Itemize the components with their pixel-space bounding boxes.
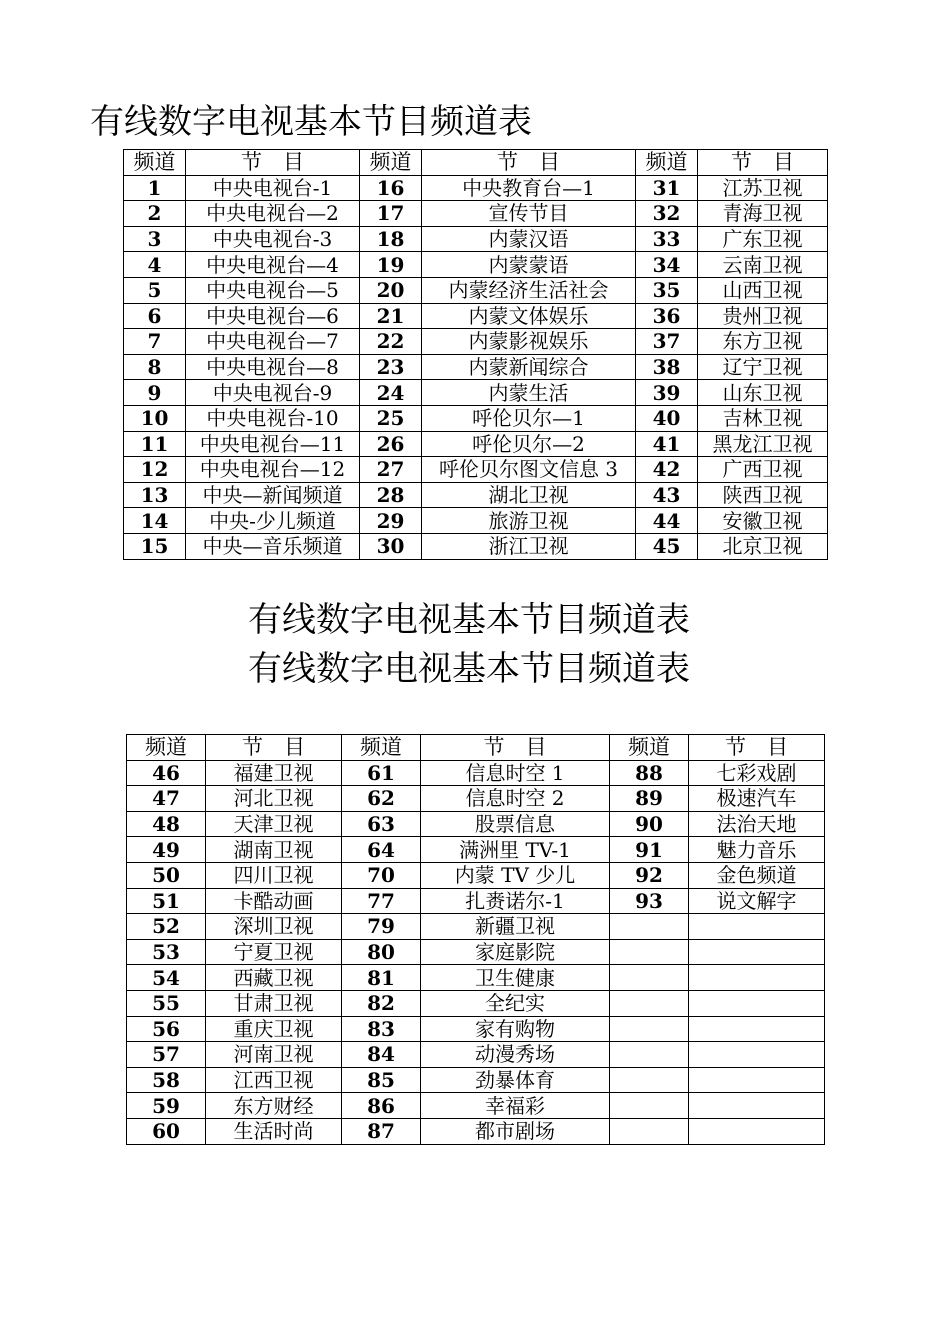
channel-number-cell: 10 <box>124 405 186 431</box>
channel-number-cell: 14 <box>124 508 186 534</box>
program-name-cell: 天津卫视 <box>206 811 342 837</box>
program-name-cell: 家有购物 <box>421 1016 610 1042</box>
program-name-cell: 西藏卫视 <box>206 965 342 991</box>
channel-number-cell: 18 <box>360 226 422 252</box>
program-name-cell <box>689 965 825 991</box>
page-title: 有线数字电视基本节目频道表 <box>90 102 532 142</box>
table-row <box>127 1042 825 1068</box>
channel-number-cell: 35 <box>636 277 698 303</box>
channel-number-cell: 44 <box>636 508 698 534</box>
column-header-program: 节 目 <box>689 735 825 761</box>
program-name-cell: 中央电视台-1 <box>186 175 360 201</box>
program-name-cell <box>689 1016 825 1042</box>
channel-number-cell: 27 <box>360 457 422 483</box>
program-name-cell: 深圳卫视 <box>206 914 342 940</box>
channel-number-cell: 29 <box>360 508 422 534</box>
program-name-cell <box>689 914 825 940</box>
program-name-cell: 云南卫视 <box>698 252 828 278</box>
program-name-cell <box>689 990 825 1016</box>
channel-number-cell: 11 <box>124 431 186 457</box>
table-row <box>127 939 825 965</box>
table-row <box>124 380 828 406</box>
program-name-cell: 陕西卫视 <box>698 482 828 508</box>
channel-number-cell: 82 <box>342 990 421 1016</box>
program-name-cell: 山西卫视 <box>698 277 828 303</box>
channel-number-cell: 62 <box>342 786 421 812</box>
program-name-cell: 甘肃卫视 <box>206 990 342 1016</box>
channel-number-cell <box>610 965 689 991</box>
channel-number-cell: 8 <box>124 354 186 380</box>
table-row <box>127 990 825 1016</box>
program-name-cell <box>689 1042 825 1068</box>
program-name-cell: 呼伦贝尔—2 <box>422 431 636 457</box>
channel-number-cell: 13 <box>124 482 186 508</box>
program-name-cell: 说文解字 <box>689 888 825 914</box>
channel-number-cell: 58 <box>127 1067 206 1093</box>
program-name-cell: 中央教育台—1 <box>422 175 636 201</box>
channel-number-cell: 43 <box>636 482 698 508</box>
program-name-cell: 内蒙蒙语 <box>422 252 636 278</box>
channel-number-cell: 2 <box>124 201 186 227</box>
column-header-program: 节 目 <box>206 735 342 761</box>
program-name-cell: 生活时尚 <box>206 1118 342 1144</box>
program-name-cell: 中央电视台-10 <box>186 405 360 431</box>
program-name-cell: 内蒙文体娱乐 <box>422 303 636 329</box>
program-name-cell: 内蒙经济生活社会 <box>422 277 636 303</box>
channel-number-cell: 87 <box>342 1118 421 1144</box>
program-name-cell: 吉林卫视 <box>698 405 828 431</box>
channel-number-cell: 17 <box>360 201 422 227</box>
channel-number-cell: 15 <box>124 533 186 559</box>
program-name-cell: 劲暴体育 <box>421 1067 610 1093</box>
channel-number-cell: 16 <box>360 175 422 201</box>
table-row <box>124 252 828 278</box>
channel-number-cell: 91 <box>610 837 689 863</box>
column-header-channel: 频道 <box>124 150 186 176</box>
program-name-cell: 家庭影院 <box>421 939 610 965</box>
channel-number-cell: 79 <box>342 914 421 940</box>
channel-number-cell <box>610 914 689 940</box>
channel-number-cell: 92 <box>610 862 689 888</box>
program-name-cell: 金色频道 <box>689 862 825 888</box>
table-row <box>124 175 828 201</box>
channel-number-cell: 22 <box>360 329 422 355</box>
column-header-program: 节 目 <box>422 150 636 176</box>
channel-table-1 <box>123 149 828 560</box>
program-name-cell: 安徽卫视 <box>698 508 828 534</box>
program-name-cell: 重庆卫视 <box>206 1016 342 1042</box>
program-name-cell: 中央电视台—12 <box>186 457 360 483</box>
program-name-cell: 都市剧场 <box>421 1118 610 1144</box>
channel-number-cell: 40 <box>636 405 698 431</box>
channel-number-cell: 89 <box>610 786 689 812</box>
channel-number-cell: 21 <box>360 303 422 329</box>
channel-number-cell: 1 <box>124 175 186 201</box>
channel-number-cell: 50 <box>127 862 206 888</box>
channel-number-cell <box>610 1118 689 1144</box>
channel-number-cell: 45 <box>636 533 698 559</box>
table-row <box>124 508 828 534</box>
program-name-cell: 河南卫视 <box>206 1042 342 1068</box>
program-name-cell: 浙江卫视 <box>422 533 636 559</box>
channel-number-cell: 39 <box>636 380 698 406</box>
channel-number-cell: 4 <box>124 252 186 278</box>
column-header-channel: 频道 <box>610 735 689 761</box>
program-name-cell: 中央—音乐频道 <box>186 533 360 559</box>
channel-number-cell: 46 <box>127 760 206 786</box>
channel-number-cell: 20 <box>360 277 422 303</box>
channel-number-cell: 48 <box>127 811 206 837</box>
channel-number-cell: 57 <box>127 1042 206 1068</box>
table-row <box>124 431 828 457</box>
channel-number-cell <box>610 1042 689 1068</box>
channel-number-cell <box>610 1093 689 1119</box>
column-header-channel: 频道 <box>127 735 206 761</box>
program-name-cell: 内蒙生活 <box>422 380 636 406</box>
channel-number-cell: 61 <box>342 760 421 786</box>
channel-number-cell: 80 <box>342 939 421 965</box>
table-row <box>127 1016 825 1042</box>
program-name-cell: 满洲里 TV-1 <box>421 837 610 863</box>
program-name-cell: 宁夏卫视 <box>206 939 342 965</box>
channel-number-cell: 77 <box>342 888 421 914</box>
program-name-cell: 东方卫视 <box>698 329 828 355</box>
program-name-cell: 中央电视台-3 <box>186 226 360 252</box>
table-row <box>127 1118 825 1144</box>
table-row <box>124 533 828 559</box>
program-name-cell: 中央电视台—7 <box>186 329 360 355</box>
table-row <box>124 226 828 252</box>
column-header-program: 节 目 <box>186 150 360 176</box>
program-name-cell: 中央电视台—8 <box>186 354 360 380</box>
table-row <box>127 862 825 888</box>
channel-number-cell: 53 <box>127 939 206 965</box>
table-row <box>127 965 825 991</box>
channel-number-cell: 49 <box>127 837 206 863</box>
channel-number-cell: 84 <box>342 1042 421 1068</box>
table-row <box>127 914 825 940</box>
channel-number-cell: 54 <box>127 965 206 991</box>
channel-number-cell: 26 <box>360 431 422 457</box>
program-name-cell: 东方财经 <box>206 1093 342 1119</box>
program-name-cell: 福建卫视 <box>206 760 342 786</box>
table-row <box>127 811 825 837</box>
program-name-cell: 内蒙新闻综合 <box>422 354 636 380</box>
program-name-cell: 黑龙江卫视 <box>698 431 828 457</box>
channel-number-cell: 70 <box>342 862 421 888</box>
channel-number-cell: 28 <box>360 482 422 508</box>
program-name-cell: 法治天地 <box>689 811 825 837</box>
channel-number-cell: 52 <box>127 914 206 940</box>
table-header-row <box>124 150 828 176</box>
column-header-program: 节 目 <box>698 150 828 176</box>
program-name-cell: 信息时空 2 <box>421 786 610 812</box>
channel-number-cell: 83 <box>342 1016 421 1042</box>
channel-number-cell: 34 <box>636 252 698 278</box>
table-header-row <box>127 735 825 761</box>
channel-number-cell: 5 <box>124 277 186 303</box>
table-row <box>127 760 825 786</box>
channel-number-cell: 30 <box>360 533 422 559</box>
table-row <box>127 837 825 863</box>
program-name-cell: 中央-少儿频道 <box>186 508 360 534</box>
section-title-repeat: 有线数字电视基本节目频道表 <box>248 649 690 689</box>
program-name-cell: 中央电视台—11 <box>186 431 360 457</box>
channel-number-cell: 81 <box>342 965 421 991</box>
table-row <box>127 1093 825 1119</box>
program-name-cell: 湖南卫视 <box>206 837 342 863</box>
channel-number-cell: 38 <box>636 354 698 380</box>
program-name-cell <box>689 939 825 965</box>
table-row <box>124 277 828 303</box>
channel-number-cell: 86 <box>342 1093 421 1119</box>
program-name-cell: 内蒙 TV 少儿 <box>421 862 610 888</box>
column-header-channel: 频道 <box>636 150 698 176</box>
program-name-cell: 中央电视台—4 <box>186 252 360 278</box>
program-name-cell: 辽宁卫视 <box>698 354 828 380</box>
program-name-cell: 河北卫视 <box>206 786 342 812</box>
table-row <box>124 405 828 431</box>
channel-number-cell <box>610 990 689 1016</box>
channel-number-cell: 25 <box>360 405 422 431</box>
table-row <box>124 329 828 355</box>
program-name-cell: 卡酷动画 <box>206 888 342 914</box>
channel-number-cell <box>610 1067 689 1093</box>
table-row <box>124 354 828 380</box>
program-name-cell: 中央电视台-9 <box>186 380 360 406</box>
channel-number-cell: 37 <box>636 329 698 355</box>
table-row <box>127 786 825 812</box>
channel-number-cell: 90 <box>610 811 689 837</box>
table-row <box>127 888 825 914</box>
program-name-cell: 贵州卫视 <box>698 303 828 329</box>
channel-number-cell: 3 <box>124 226 186 252</box>
program-name-cell: 湖北卫视 <box>422 482 636 508</box>
channel-number-cell: 31 <box>636 175 698 201</box>
program-name-cell <box>689 1118 825 1144</box>
channel-number-cell: 59 <box>127 1093 206 1119</box>
column-header-channel: 频道 <box>342 735 421 761</box>
channel-number-cell: 6 <box>124 303 186 329</box>
column-header-channel: 频道 <box>360 150 422 176</box>
program-name-cell: 信息时空 1 <box>421 760 610 786</box>
table-row <box>124 303 828 329</box>
channel-number-cell: 60 <box>127 1118 206 1144</box>
program-name-cell: 七彩戏剧 <box>689 760 825 786</box>
channel-number-cell <box>610 1016 689 1042</box>
program-name-cell: 魅力音乐 <box>689 837 825 863</box>
program-name-cell: 内蒙影视娱乐 <box>422 329 636 355</box>
program-name-cell: 新疆卫视 <box>421 914 610 940</box>
program-name-cell: 宣传节目 <box>422 201 636 227</box>
program-name-cell: 广西卫视 <box>698 457 828 483</box>
channel-number-cell: 12 <box>124 457 186 483</box>
channel-table-2 <box>126 734 825 1145</box>
channel-number-cell: 56 <box>127 1016 206 1042</box>
program-name-cell: 江西卫视 <box>206 1067 342 1093</box>
channel-number-cell: 85 <box>342 1067 421 1093</box>
channel-number-cell: 88 <box>610 760 689 786</box>
program-name-cell: 四川卫视 <box>206 862 342 888</box>
program-name-cell: 呼伦贝尔—1 <box>422 405 636 431</box>
channel-number-cell: 7 <box>124 329 186 355</box>
channel-number-cell: 63 <box>342 811 421 837</box>
program-name-cell: 全纪实 <box>421 990 610 1016</box>
channel-number-cell: 47 <box>127 786 206 812</box>
program-name-cell: 中央—新闻频道 <box>186 482 360 508</box>
program-name-cell: 北京卫视 <box>698 533 828 559</box>
channel-number-cell: 51 <box>127 888 206 914</box>
program-name-cell: 江苏卫视 <box>698 175 828 201</box>
table-row <box>124 201 828 227</box>
table-row <box>124 457 828 483</box>
channel-number-cell: 42 <box>636 457 698 483</box>
table-row <box>127 1067 825 1093</box>
channel-number-cell: 33 <box>636 226 698 252</box>
table-row <box>124 482 828 508</box>
program-name-cell: 广东卫视 <box>698 226 828 252</box>
channel-number-cell: 64 <box>342 837 421 863</box>
program-name-cell: 中央电视台—6 <box>186 303 360 329</box>
channel-number-cell: 36 <box>636 303 698 329</box>
program-name-cell: 极速汽车 <box>689 786 825 812</box>
program-name-cell: 动漫秀场 <box>421 1042 610 1068</box>
program-name-cell: 卫生健康 <box>421 965 610 991</box>
program-name-cell: 旅游卫视 <box>422 508 636 534</box>
channel-number-cell: 19 <box>360 252 422 278</box>
channel-number-cell: 55 <box>127 990 206 1016</box>
channel-number-cell: 93 <box>610 888 689 914</box>
program-name-cell: 山东卫视 <box>698 380 828 406</box>
program-name-cell: 呼伦贝尔图文信息 3 <box>422 457 636 483</box>
channel-number-cell: 9 <box>124 380 186 406</box>
program-name-cell: 扎赉诺尔-1 <box>421 888 610 914</box>
program-name-cell: 青海卫视 <box>698 201 828 227</box>
program-name-cell: 中央电视台—5 <box>186 277 360 303</box>
column-header-program: 节 目 <box>421 735 610 761</box>
program-name-cell <box>689 1093 825 1119</box>
program-name-cell: 内蒙汉语 <box>422 226 636 252</box>
channel-number-cell: 24 <box>360 380 422 406</box>
channel-number-cell: 23 <box>360 354 422 380</box>
program-name-cell: 幸福彩 <box>421 1093 610 1119</box>
channel-number-cell: 32 <box>636 201 698 227</box>
program-name-cell: 股票信息 <box>421 811 610 837</box>
channel-number-cell <box>610 939 689 965</box>
section-title: 有线数字电视基本节目频道表 <box>248 600 690 640</box>
channel-number-cell: 41 <box>636 431 698 457</box>
program-name-cell: 中央电视台—2 <box>186 201 360 227</box>
program-name-cell <box>689 1067 825 1093</box>
